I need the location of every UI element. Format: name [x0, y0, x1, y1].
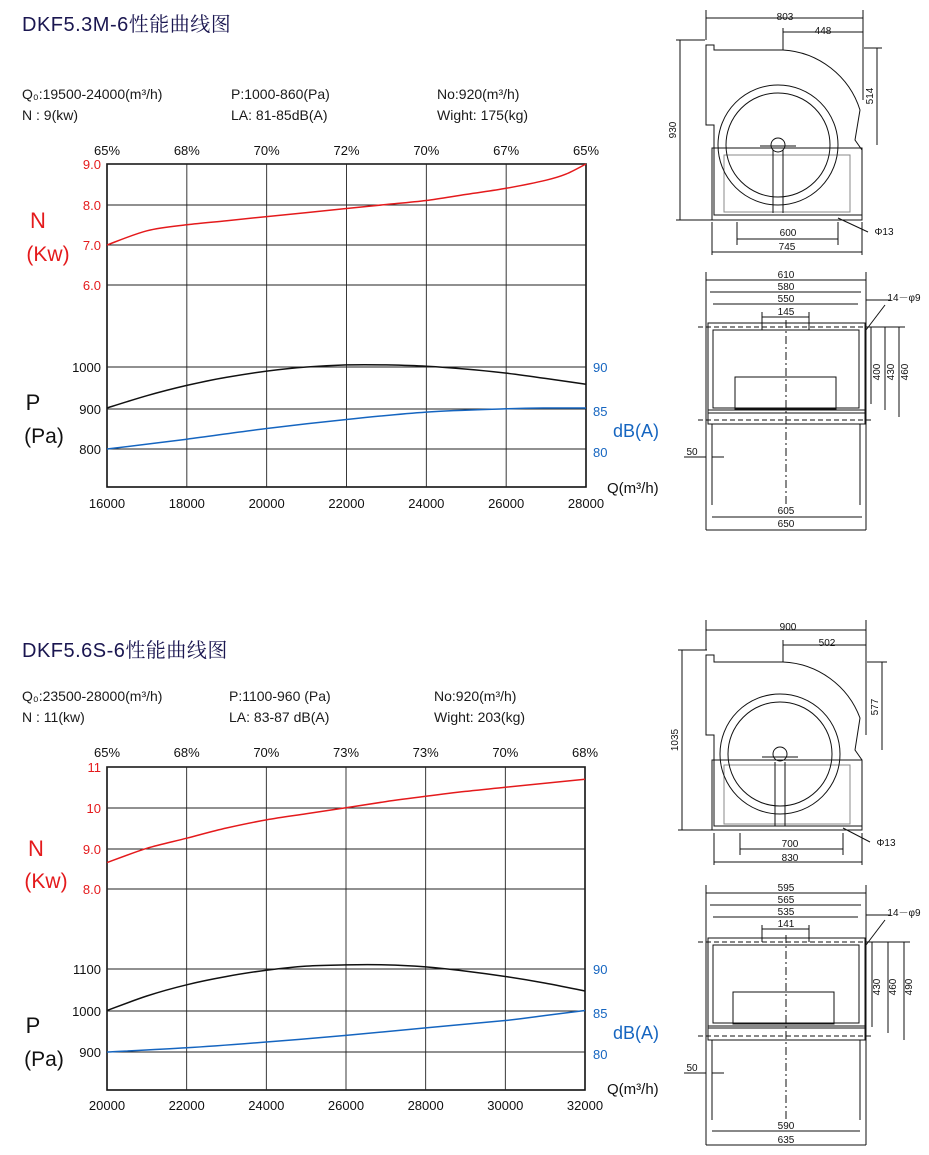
- pressure-tick-label: 900: [79, 1045, 101, 1060]
- x-tick-label: 24000: [248, 1098, 285, 1113]
- dim-label: 610: [777, 270, 795, 281]
- x-tick-label: 20000: [248, 496, 285, 511]
- efficiency-tick-label: 73%: [332, 745, 360, 760]
- pressure-axis-label-unit-2: (Pa): [24, 1048, 64, 1071]
- chart-dkf53m: [72, 143, 607, 511]
- dim-label: 502: [818, 638, 836, 649]
- x-tick-label: 32000: [566, 1098, 604, 1113]
- pressure-tick-label: 1000: [72, 1004, 101, 1019]
- power-tick-label: 8.0: [82, 198, 101, 213]
- pressure-tick-label: 800: [79, 442, 101, 457]
- q-axis-label-1: Q(m³/h): [607, 480, 659, 497]
- power-tick-label: 8.0: [82, 882, 101, 897]
- dim-label: 50: [686, 1063, 698, 1074]
- side-view-drawing-2: [678, 620, 887, 865]
- side-view-drawing-1: [676, 10, 882, 255]
- power-tick-label: 10: [86, 801, 101, 816]
- power-tick-label: 6.0: [82, 278, 101, 293]
- dim-label: 430: [872, 978, 883, 996]
- dim-label: 460: [900, 363, 911, 381]
- pressure-tick-label: 1000: [72, 360, 101, 375]
- front-view-drawing-2: [684, 885, 910, 1145]
- spec-airflow-1: Q₀:19500-24000(m³/h): [22, 86, 163, 102]
- dim-label: 1035: [670, 728, 681, 752]
- dim-label: 600: [779, 228, 797, 239]
- x-tick-label: 26000: [327, 1098, 365, 1113]
- dim-label: 14－φ9: [887, 908, 921, 919]
- dim-label: 830: [781, 853, 799, 864]
- db-tick-label: 90: [593, 962, 608, 977]
- spec-power-1: N : 9(kw): [22, 107, 78, 123]
- x-tick-label: 26000: [488, 496, 525, 511]
- dim-label: 635: [777, 1135, 795, 1146]
- efficiency-tick-label: 65%: [93, 143, 121, 158]
- pressure-tick-label: 1100: [73, 962, 101, 977]
- db-tick-label: 80: [593, 1047, 608, 1062]
- spec-noise-2: LA: 83-87 dB(A): [229, 709, 330, 725]
- dim-label: 514: [865, 87, 876, 105]
- db-tick-label: 90: [593, 360, 608, 375]
- power-axis-label-n-2: N: [28, 836, 44, 861]
- dim-label: 590: [777, 1121, 795, 1132]
- spec-noise-1: LA: 81-85dB(A): [231, 107, 328, 123]
- front-view-drawing-1: [684, 272, 905, 530]
- dim-label: Φ13: [874, 227, 894, 238]
- x-tick-label: 24000: [408, 496, 445, 511]
- spec-speed-2: No:920(m³/h): [434, 688, 517, 704]
- spec-power-2: N : 11(kw): [22, 709, 85, 725]
- spec-pressure-1: P:1000-860(Pa): [231, 86, 330, 102]
- db-tick-label: 85: [593, 1006, 608, 1021]
- dim-label: 141: [777, 919, 795, 930]
- spec-airflow-2: Q₀:23500-28000(m³/h): [22, 688, 163, 704]
- x-tick-label: 16000: [88, 496, 126, 511]
- spec-pressure-2: P:1100-960 (Pa): [229, 688, 331, 704]
- dim-label: 145: [777, 307, 795, 318]
- dim-label: 448: [814, 26, 832, 37]
- spec-weight-1: Wight: 175(kg): [437, 107, 529, 123]
- dim-label: 650: [777, 519, 795, 530]
- chart-title-1: DKF5.3M-6性能曲线图: [22, 14, 232, 36]
- dim-label: 930: [668, 121, 679, 139]
- side-view-dimensions-1: [668, 12, 894, 253]
- efficiency-tick-label: 68%: [571, 745, 599, 760]
- dim-label: 50: [686, 447, 698, 458]
- dim-label: 605: [777, 506, 795, 517]
- efficiency-tick-label: 68%: [173, 143, 200, 158]
- efficiency-tick-label: 70%: [253, 745, 280, 760]
- chart-dkf56s: [72, 745, 607, 1113]
- efficiency-tick-label: 68%: [173, 745, 200, 760]
- efficiency-tick-label: 70%: [492, 745, 519, 760]
- x-tick-label: 22000: [328, 496, 365, 511]
- x-tick-label: 20000: [88, 1098, 126, 1113]
- dim-label: 803: [776, 12, 794, 23]
- dim-label: 580: [777, 282, 795, 293]
- spec-weight-2: Wight: 203(kg): [434, 709, 526, 725]
- front-view-dimensions-1: [686, 270, 921, 530]
- dim-label: 595: [777, 883, 795, 894]
- power-axis-label-n-1: N: [30, 208, 46, 233]
- power-tick-label: 7.0: [82, 238, 101, 253]
- power-tick-label: 11: [87, 760, 101, 775]
- x-tick-label: 22000: [168, 1098, 205, 1113]
- pressure-tick-label: 900: [79, 402, 101, 417]
- efficiency-tick-label: 73%: [412, 745, 439, 760]
- x-tick-label: 18000: [168, 496, 205, 511]
- efficiency-tick-label: 65%: [572, 143, 600, 158]
- db-axis-label-1: dB(A): [613, 421, 660, 441]
- db-axis-label-2: dB(A): [613, 1023, 660, 1043]
- efficiency-tick-label: 70%: [413, 143, 440, 158]
- pressure-axis-label-p-2: P: [25, 1013, 41, 1038]
- power-tick-label: 9.0: [82, 842, 101, 857]
- power-axis-label-unit-2: (Kw): [24, 870, 68, 893]
- db-tick-label: 85: [593, 404, 608, 419]
- front-view-dimensions-2: [686, 883, 921, 1146]
- dim-label: 460: [888, 978, 899, 996]
- power-axis-label-unit-1: (Kw): [26, 243, 70, 266]
- dim-label: 400: [872, 363, 883, 381]
- q-axis-label-2: Q(m³/h): [607, 1081, 659, 1098]
- dim-label: 14－φ9: [887, 293, 921, 304]
- efficiency-tick-label: 72%: [333, 143, 360, 158]
- dim-label: 577: [870, 698, 881, 716]
- efficiency-tick-label: 65%: [93, 745, 121, 760]
- spec-speed-1: No:920(m³/h): [437, 86, 520, 102]
- db-tick-label: 80: [593, 445, 608, 460]
- dim-label: 700: [781, 839, 799, 850]
- efficiency-tick-label: 67%: [493, 143, 520, 158]
- dim-label: 430: [886, 363, 897, 381]
- efficiency-tick-label: 70%: [253, 143, 280, 158]
- x-tick-label: 28000: [567, 496, 605, 511]
- dim-label: 565: [777, 895, 795, 906]
- pressure-axis-label-unit-1: (Pa): [24, 425, 64, 448]
- chart-title-2: DKF5.6S-6性能曲线图: [22, 640, 228, 662]
- power-tick-label: 9.0: [82, 157, 101, 172]
- x-tick-label: 28000: [407, 1098, 444, 1113]
- pressure-axis-label-p-1: P: [25, 390, 41, 415]
- dim-label: 745: [778, 242, 796, 253]
- dim-label: 535: [777, 907, 795, 918]
- x-tick-label: 30000: [487, 1098, 524, 1113]
- dim-label: 550: [777, 294, 795, 305]
- dim-label: 900: [779, 622, 797, 633]
- dim-label: 490: [904, 978, 915, 996]
- dim-label: Φ13: [876, 838, 896, 849]
